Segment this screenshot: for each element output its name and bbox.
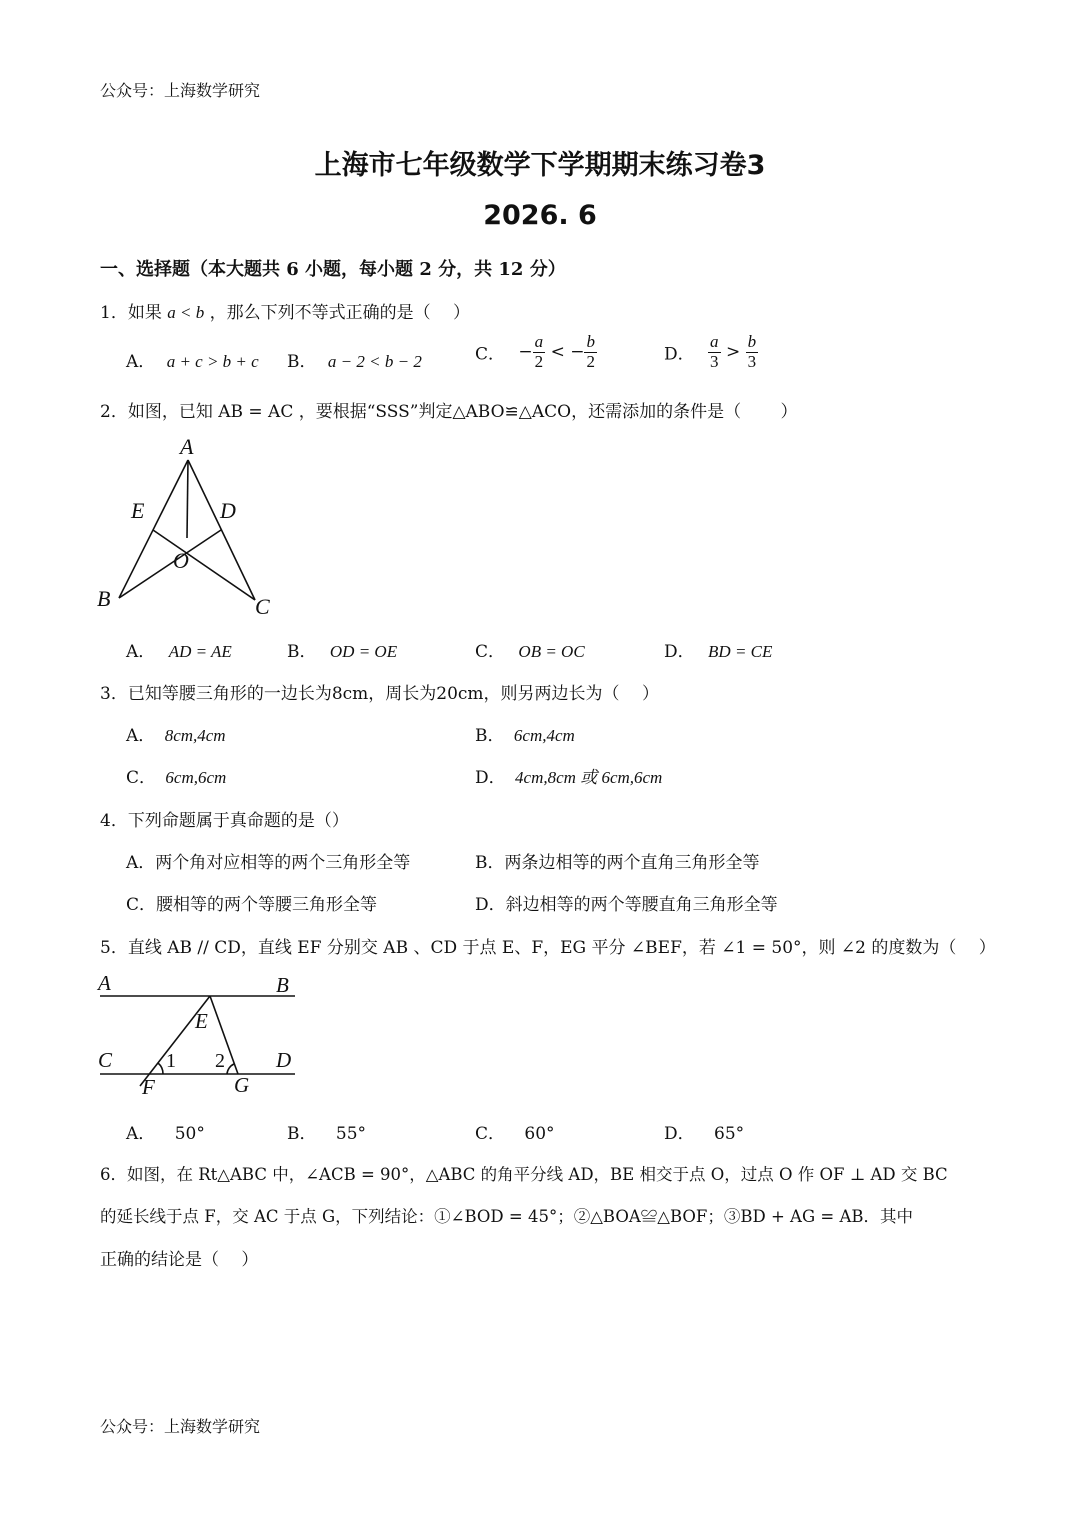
q1-option-d-frac1 [708,333,721,371]
question-1-stem [100,298,470,323]
q2-option-b [287,637,397,662]
q2-label-a: A [180,434,194,459]
question-3-stem: 3．已知等腰三角形的一边长为8cm，周长为20cm，则另两边长为（ ） [100,684,659,704]
q3-option-b-label: B． [475,726,505,746]
q2-figure [95,430,295,620]
q1-option-c-minus1: − [518,342,533,363]
q1-option-b-label: B． [287,352,317,372]
q2-option-d-label: D． [664,642,695,662]
q5-option-b-text: 55° [335,1124,367,1144]
page-date: 2026. 6 [483,200,597,231]
q1-stem-math: a < b [167,303,205,322]
q1-option-b [287,347,422,372]
q1-stem-post: ，那么下列不等式正确的是（ ） [209,303,471,323]
q2-label-e: E [131,498,145,523]
q3-option-c-label: C． [126,768,157,788]
q5-label-b: B [276,973,289,997]
q2-line-ab [119,460,188,598]
q1-option-d-label: D． [664,344,695,365]
q5-option-d-text: 65° [714,1124,745,1144]
q5-option-c-label: C． [475,1124,506,1144]
q1-option-c-minus2: − [570,342,585,363]
q5-option-d-label: D． [664,1124,695,1144]
q5-figure [95,968,305,1103]
q1-option-c-frac2 [584,333,597,371]
q3-option-a [126,721,226,746]
q2-option-b-text: OD = OE [329,642,398,661]
q3-option-b-text: 6cm,4cm [513,726,575,745]
q5-option-a-text: 50° [174,1124,205,1144]
q5-label-c: C [98,1048,113,1072]
q1-option-d-frac2 [746,333,759,371]
q3-option-c [126,763,226,788]
q1-c-num2: b [586,332,595,351]
q1-c-den1: 2 [534,351,544,371]
q2-line-ao [187,460,188,538]
question-6-line-2: 的延长线于点 F，交 AC 于点 G，下列结论：①∠BOD = 45°；②△BOA≌△BOF；③BD + AG = AB．其中 [100,1207,914,1226]
q3-option-a-label: A． [126,726,156,746]
q5-angle-1-arc [158,1063,163,1074]
q1-d-den1: 3 [710,351,719,371]
q2-line-db [119,530,221,598]
q2-option-d-text: BD = CE [708,642,773,661]
q1-option-d [664,333,758,371]
q3-option-d [475,763,662,788]
question-6-line-1: 6．如图，在 Rt△ABC 中，∠ACB = 90°，△ABC 的角平分线 AD，BE 相交于点 O，过点 O 作 OF ⊥ AD 交 BC [100,1165,948,1184]
q2-label-o: O [173,548,189,573]
q5-label-e: E [195,1009,208,1033]
q2-option-c [475,637,585,662]
q2-label-b: B [97,586,111,611]
q3-option-d-text: 4cm,8cm 或 6cm,6cm [515,768,663,787]
q5-label-angle-2: 2 [215,1050,225,1072]
page-title: 上海市七年级数学下学期期末练习卷3 [314,150,766,181]
q1-option-a-text: a + c > b + c [166,352,259,371]
question-5-stem: 5．直线 AB // CD，直线 EF 分别交 AB 、CD 于点 E、F，EG 平分 ∠BEF，若 ∠1 = 50°，则 ∠2 的度数为（ ） [100,938,996,958]
question-6-line-3: 正确的结论是（ ） [100,1250,259,1270]
q3-option-b [475,721,575,746]
q3-option-a-text: 8cm,4cm [164,726,226,745]
q5-option-a [126,1119,205,1144]
q1-stem-pre: 1．如果 [100,303,162,323]
q5-option-c [475,1119,555,1144]
q2-line-ac [188,460,255,600]
q4-option-a: A．两个角对应相等的两个三角形全等 [126,853,411,873]
q1-option-c [475,333,597,371]
q5-label-a: A [98,971,111,995]
q5-option-d [664,1119,744,1144]
q4-option-b: B．两条边相等的两个直角三角形全等 [475,853,760,873]
q1-option-c-label: C． [475,344,506,365]
q2-option-d [664,637,772,662]
q1-option-c-frac1 [533,333,546,371]
q2-label-d: D [220,498,236,523]
question-4-stem: 4．下列命题属于真命题的是（） [100,811,349,831]
q5-label-angle-1: 1 [166,1050,176,1072]
q5-option-c-text: 60° [524,1124,555,1144]
q5-label-f: F [142,1075,155,1099]
footer-text: 公众号：上海数学研究 [100,1417,261,1436]
q1-option-a [126,347,259,372]
q5-option-b [287,1119,366,1144]
q2-option-a-label: A． [126,642,156,662]
q1-c-num1: a [534,332,544,351]
q2-label-c: C [255,594,270,619]
q5-label-g: G [234,1073,250,1097]
q1-d-num1: a [710,332,719,351]
q2-option-b-label: B． [287,642,317,662]
q4-option-c: C．腰相等的两个等腰三角形全等 [126,895,378,915]
q5-label-d: D [276,1048,292,1072]
q1-d-den2: 3 [747,351,757,371]
q1-option-b-text: a − 2 < b − 2 [327,352,422,371]
q3-option-c-text: 6cm,6cm [165,768,227,787]
q5-option-a-label: A． [126,1124,156,1144]
question-2-stem: 2．如图，已知 AB = AC ，要根据“SSS”判定△ABO≌△ACO，还需添加的条件是（ ） [100,402,798,422]
q1-option-c-rel: < [550,342,565,363]
q1-option-a-label: A． [126,352,156,372]
q2-option-a [126,637,232,662]
q1-d-num2: b [747,332,757,351]
header-text: 公众号：上海数学研究 [100,81,261,100]
q2-option-c-label: C． [475,642,506,662]
q2-option-a-text: AD = AE [168,642,232,661]
q3-option-d-label: D． [475,768,506,788]
q2-option-c-text: OB = OC [518,642,585,661]
q1-c-den2: 2 [586,351,595,371]
q5-angle-2-arc [227,1064,234,1074]
q4-option-d: D．斜边相等的两个等腰直角三角形全等 [475,895,778,915]
q5-option-b-label: B． [287,1124,317,1144]
section-heading: 一、选择题（本大题共 6 小题，每小题 2 分，共 12 分） [100,259,566,280]
q1-option-d-rel: > [725,342,741,363]
